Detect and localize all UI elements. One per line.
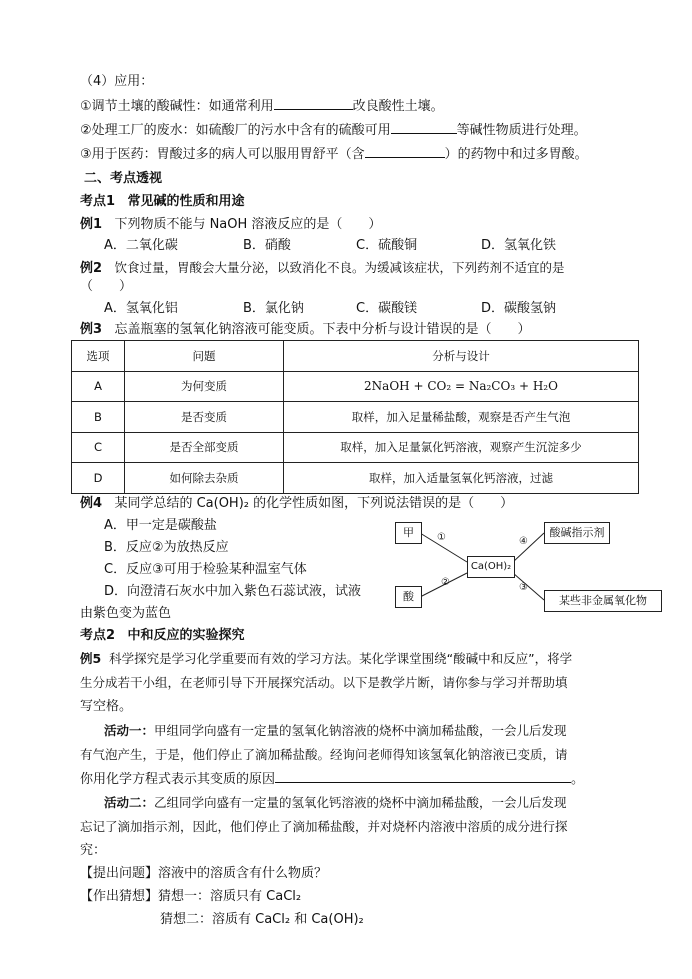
option-cell: C [72,432,125,463]
caoh2-property-diagram [393,519,664,611]
question-label: 【提出问题】 [80,866,159,881]
activity-text: 你用化学方程式表示其变质的原因 [80,772,276,787]
kaodian-2 [80,627,244,645]
example-5-line-3: 写空格。 [80,699,133,714]
analysis-cell: 2NaOH + CO₂ = Na₂CO₃ + H₂O [284,371,639,402]
kaodian-title: 中和反应的实验探究 [127,628,245,643]
make-guess [80,888,301,906]
header-cell: 分析与设计 [284,341,639,372]
option-cell: D [72,463,125,494]
activity-label: 活动二： [104,795,155,810]
example-question: 某同学总结的 Ca(OH)₂ 的化学性质如图，下列说法错误的是（ ） [114,496,514,511]
example-1 [80,216,381,234]
example-label: 例5 [80,651,102,666]
example-5-line-2: 生分成若干小组，在老师引导下开展探究活动。以下是教学片断，请你参与学习并帮助填 [80,675,568,690]
problem-cell: 是否全部变质 [125,432,284,463]
indicator-box: 酸碱指示剂 [544,522,610,544]
period: 。 [571,772,585,787]
raise-question [80,865,327,883]
option: A．甲一定是碳酸盐 [104,518,217,533]
analysis-table [71,340,639,494]
kaodian-title: 常见碱的性质和用途 [127,194,245,209]
guess-2: 猜想二：溶质有 CaCl₂ 和 Ca(OH)₂ [160,912,364,927]
option: D．碳酸氢钠 [481,301,557,316]
example-label: 例4 [80,496,103,511]
option: A．氢氧化铝 [104,301,178,316]
example-4 [80,495,513,513]
option-cell: A [72,371,125,402]
app-1-text: ①调节土壤的酸碱性：如通常利用 [80,99,274,114]
nonmetal-oxide-box: 某些非金属氧化物 [544,590,662,612]
option: C．反应③可用于检验某种温室气体 [104,562,307,577]
activity-2-line-2: 忘记了滴加指示剂，因此，他们停止了滴加稀盐酸，并对烧杯内溶液中溶质的成分进行探 [80,819,568,834]
kaodian-1 [80,193,244,211]
activity-text: 乙组同学向盛有一定量的氢氧化钙溶液的烧杯中滴加稀盐酸，一会儿后发现 [154,795,567,810]
equation-blank[interactable] [275,770,571,783]
analysis-cell: 取样，加入适量氢氧化钙溶液，过滤 [284,463,639,494]
reaction-number-3: ③ [519,582,528,593]
example-2 [80,259,564,278]
application-item-2 [80,121,587,140]
table-row [72,463,639,494]
app-1-text-end: 改良酸性土壤。 [352,99,444,114]
example-label: 例1 [80,217,103,232]
example-label: 例3 [80,322,103,337]
example-question: 饮食过量，胃酸会大量分泌，以致消化不良。为缓减该症状，下列药剂不适宜的是 [114,260,565,275]
reaction-number-4: ④ [519,536,528,547]
header-cell: 选项 [72,341,125,372]
answer-blank[interactable] [391,121,457,134]
option: A．二氧化碳 [104,238,178,253]
problem-cell: 是否变质 [125,402,284,433]
activity-1-line-1 [104,722,567,740]
example-text: 科学探究是学习化学重要而有效的学习方法。某化学课堂围绕“酸碱中和反应”，将学 [109,651,573,666]
guess-label: 【作出猜想】 [80,889,159,904]
section-heading: 二、考点透视 [84,171,163,186]
example-2-bracket: （ ） [80,279,133,294]
option: D．向澄清石灰水中加入紫色石蕊试液，试液 [104,584,362,599]
option: B．反应②为放热反应 [104,540,229,555]
jia-box: 甲 [395,522,422,544]
app-3-text-end: ）的药物中和过多胃酸。 [444,147,588,162]
answer-blank[interactable] [365,145,445,158]
table-row [72,432,639,463]
analysis-cell: 取样，加入足量氯化钙溶液，观察产生沉淀多少 [284,432,639,463]
example-5-line-1 [80,650,572,668]
table-row [72,402,639,433]
option-continued: 由紫色变为蓝色 [80,606,172,621]
example-question: 忘盖瓶塞的氢氧化钠溶液可能变质。下表中分析与设计错误的是（ ） [114,322,531,337]
application-item-3 [80,145,588,164]
analysis-cell: 取样，加入足量稀盐酸，观察是否产生气泡 [284,402,639,433]
option: B．氯化钠 [243,301,304,316]
kaodian-label: 考点1 [80,194,116,209]
activity-1-line-3 [80,770,584,789]
caoh2-box: Ca(OH)₂ [467,556,515,578]
kaodian-label: 考点2 [80,628,116,643]
reaction-number-1: ① [437,532,446,543]
application-item-1 [80,97,444,116]
activity-2-line-1 [104,794,567,812]
activity-2-line-3: 究： [80,843,107,858]
app-2-text: ②处理工厂的废水：如硫酸厂的污水中含有的硫酸可用 [80,123,391,138]
acid-box: 酸 [395,586,422,608]
question-text: 溶液中的溶质含有什么物质？ [158,866,328,881]
activity-text: 甲组同学向盛有一定量的氢氧化钠溶液的烧杯中滴加稀盐酸，一会儿后发现 [154,723,567,738]
example-label: 例2 [80,261,103,276]
problem-cell: 如何除去杂质 [125,463,284,494]
option: D．氢氧化铁 [481,238,557,253]
option-cell: B [72,402,125,433]
app-2-text-end: 等碱性物质进行处理。 [456,123,587,138]
reaction-number-2: ② [441,577,450,588]
activity-1-line-2: 有气泡产生，于是，他们停止了滴加稀盐酸。经询问老师得知该氢氧化钠溶液已变质，请 [80,747,568,762]
header-cell: 问题 [125,341,284,372]
option: B．硝酸 [243,238,291,253]
guess-1: 猜想一：溶质只有 CaCl₂ [158,889,302,904]
example-question: 下列物质不能与 NaOH 溶液反应的是（ ） [114,217,382,232]
application-header: （4）应用： [80,74,154,89]
activity-label: 活动一： [104,723,155,738]
problem-cell: 为何变质 [125,371,284,402]
option: C．硫酸铜 [356,238,418,253]
app-3-text: ③用于医药：胃酸过多的病人可以服用胃舒平（含 [80,147,365,162]
option: C．碳酸镁 [356,301,418,316]
answer-blank[interactable] [274,97,353,110]
table-header [72,341,639,372]
example-3 [80,321,530,339]
table-row [72,371,639,402]
